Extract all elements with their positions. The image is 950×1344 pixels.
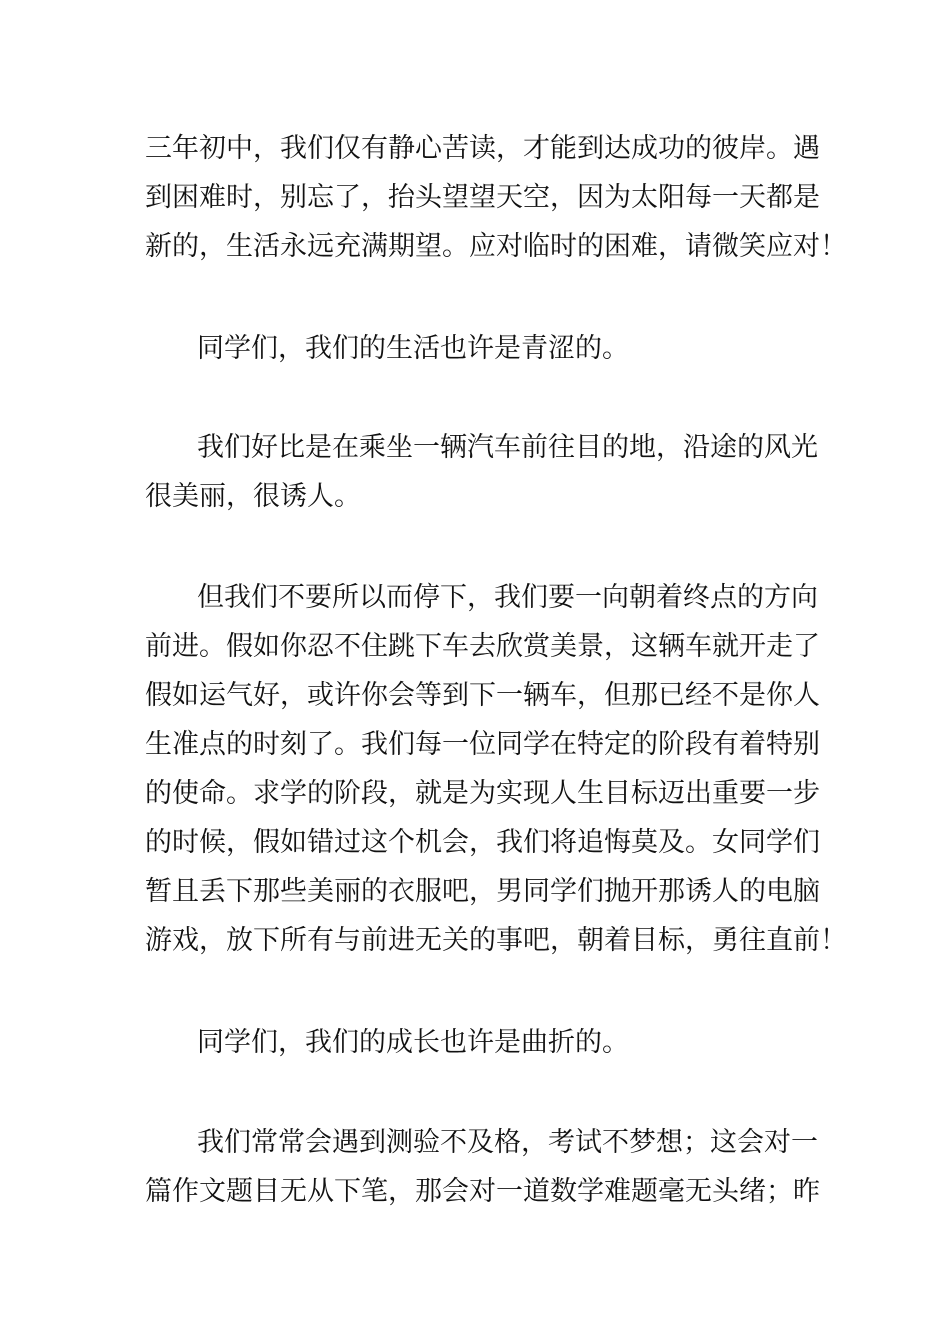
text-line: 篇作文题目无从下笔，那会对一道数学难题毫无头绪；昨 [145,1176,820,1207]
text-line: 新的，生活永远充满期望。应对临时的困难，请微笑应对！ [145,231,847,262]
text-line: 到困难时，别忘了，抬头望望天空，因为太阳每一天都是 [145,182,820,213]
text-line: 三年初中，我们仅有静心苦读，才能到达成功的彼岸。遇 [145,133,820,164]
text-line: 游戏，放下所有与前进无关的事吧，朝着目标，勇往直前！ [145,925,847,956]
text-line: 的使命。求学的阶段，就是为实现人生目标迈出重要一步 [145,778,820,809]
text-line: 同学们，我们的生活也许是青涩的。 [197,333,629,364]
text-line: 我们常常会遇到测验不及格，考试不梦想；这会对一 [197,1127,818,1158]
text-line: 生准点的时刻了。我们每一位同学在特定的阶段有着特别 [145,729,820,760]
text-line: 的时候，假如错过这个机会，我们将追悔莫及。女同学们 [145,827,820,858]
text-line: 假如运气好，或许你会等到下一辆车，但那已经不是你人 [145,680,820,711]
text-line: 暂且丢下那些美丽的衣服吧，男同学们抛开那诱人的电脑 [145,876,820,907]
text-line: 我们好比是在乘坐一辆汽车前往目的地，沿途的风光 [197,432,818,463]
text-line: 但我们不要所以而停下，我们要一向朝着终点的方向 [197,582,818,613]
text-line: 前进。假如你忍不住跳下车去欣赏美景，这辆车就开走了 [145,631,820,662]
text-line: 同学们，我们的成长也许是曲折的。 [197,1027,629,1058]
text-line: 很美丽，很诱人。 [145,481,361,512]
